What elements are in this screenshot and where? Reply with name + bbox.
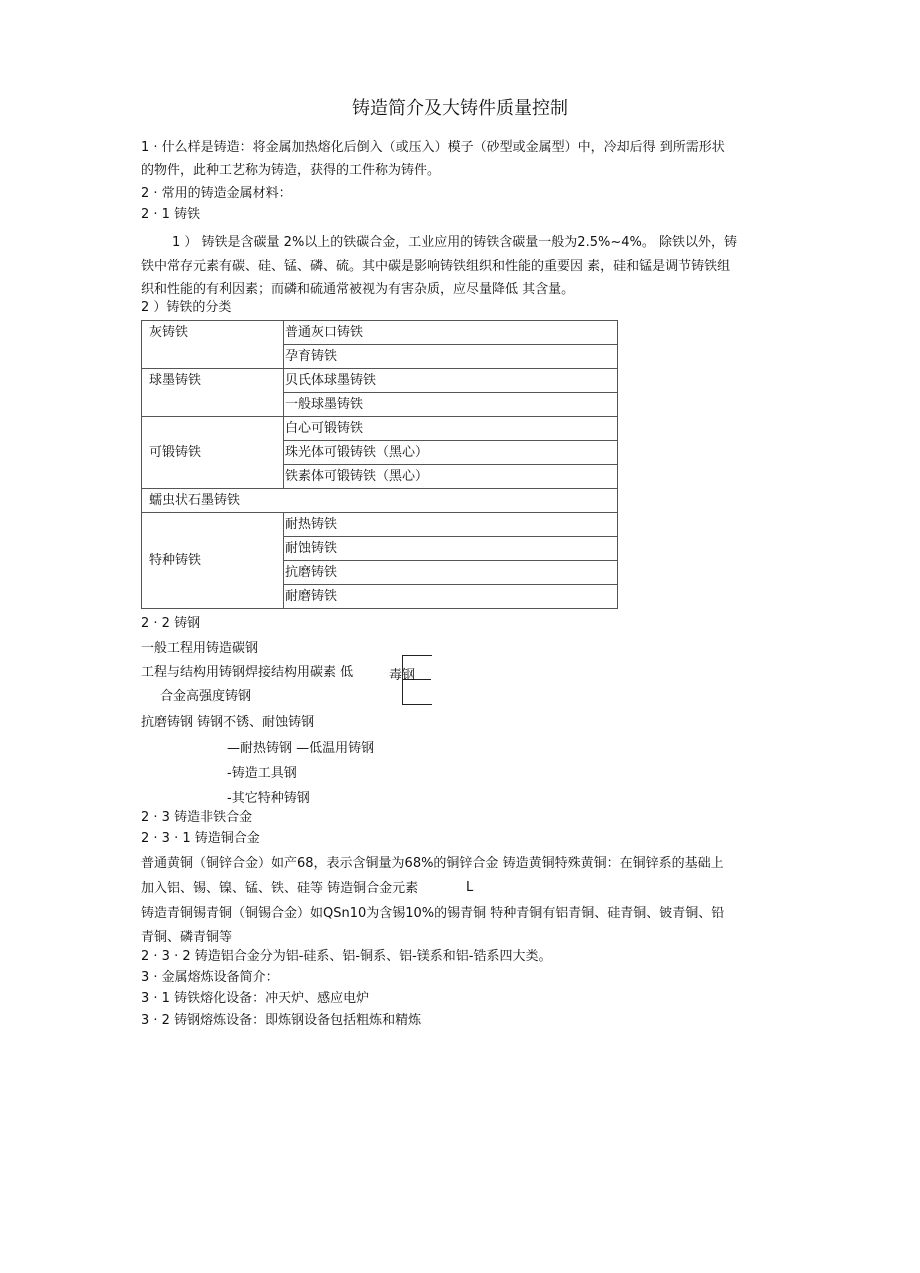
cast-steel-line-7: -其它特种铸钢: [227, 791, 310, 806]
iron-classification-table: [141, 320, 618, 609]
copper-alloy-line-2: 加入铝、锡、镍、锰、铁、硅等 铸造铜合金元素: [141, 881, 419, 896]
cast-steel-line-5: —耐热铸钢 —低温用铸钢: [227, 741, 375, 756]
table-cell: 贝氏体球墨铸铁: [284, 369, 618, 393]
section-2-heading: 2 · 常用的铸造金属材料：: [141, 186, 292, 201]
copper-alloy-line-1: 普通黄铜（铜锌合金）如产68，表示含铜量为68%的铜锌合金 铸造黄铜特殊黄铜：在铜锌系的基础上: [141, 856, 724, 871]
document-title: 铸造简介及大铸件质量控制: [352, 98, 568, 119]
table-cell: 耐磨铸铁: [284, 585, 618, 609]
section-1-line-1: 1 · 什么样是铸造：将金属加热熔化后倒入（或压入）模子（砂型或金属型）中，冷却后得 到所需形状: [141, 140, 725, 155]
bracket-label: 毒钢: [389, 668, 416, 683]
section-1-line-2: 的物件，此种工艺称为铸造，获得的工件称为铸件。: [141, 163, 441, 178]
table-cell: 孕育铸铁: [284, 345, 618, 369]
section-2-2-heading: 2 · 2 铸钢: [141, 616, 201, 631]
table-cell: 珠光体可锻铸铁（黑心）: [284, 441, 618, 465]
table-cell-gray-iron: 灰铸铁: [142, 321, 284, 369]
section-2-1-heading: 2 · 1 铸铁: [141, 207, 201, 222]
table-row: [142, 417, 618, 441]
table-cell-vermicular-iron: 蠕虫状石墨铸铁: [142, 489, 618, 513]
table-cell: 耐热铸铁: [284, 513, 618, 537]
cast-steel-line-2: 工程与结构用铸钢焊接结构用碳素 低: [141, 665, 354, 680]
cast-steel-line-1: 一般工程用铸造碳钢: [141, 641, 259, 656]
cast-steel-line-6: -铸造工具钢: [227, 766, 297, 781]
table-row: [142, 369, 618, 393]
iron-classification-heading: 2 ）铸铁的分类: [141, 300, 232, 315]
table-cell-nodular-iron: 球墨铸铁: [142, 369, 284, 417]
table-row: [142, 513, 618, 537]
copper-alloy-line-4: 青铜、磷青铜等: [141, 930, 233, 945]
cast-iron-paragraph-line-2: 铁中常存元素有碳、硅、锰、磷、硫。其中碳是影响铸铁组织和性能的重要因 素，硅和锰是调节铸铁组: [141, 259, 731, 274]
table-cell: 一般球墨铸铁: [284, 393, 618, 417]
table-cell: 白心可锻铸铁: [284, 417, 618, 441]
section-2-3-2-line: 2 · 3 · 2 铸造铝合金分为铝-硅系、铝-铜系、铝-镁系和铝-锆系四大类。: [141, 949, 552, 964]
table-cell-special-iron: 特种铸铁: [142, 513, 284, 609]
section-3-heading: 3 · 金属熔炼设备简介：: [141, 970, 279, 985]
table-cell: 铁素体可锻铸铁（黑心）: [284, 465, 618, 489]
table-row: [142, 489, 618, 513]
table-cell: 普通灰口铸铁: [284, 321, 618, 345]
table-row: [142, 321, 618, 345]
cast-steel-line-4: 抗磨铸钢 铸钢不锈、耐蚀铸钢: [141, 715, 315, 730]
section-3-1-line: 3 · 1 铸铁熔化设备：冲天炉、感应电炉: [141, 991, 370, 1006]
section-2-3-heading: 2 · 3 铸造非铁合金: [141, 810, 253, 825]
cast-steel-line-3: 合金高强度铸钢: [160, 689, 252, 704]
table-cell: 抗磨铸铁: [284, 561, 618, 585]
section-2-3-1-heading: 2 · 3 · 1 铸造铜合金: [141, 831, 260, 846]
cast-iron-paragraph-line-1: 1 ） 铸铁是含碳量 2%以上的铁碳合金，工业应用的铸铁含碳量一般为2.5%~4%。 除铁以外，铸: [172, 235, 737, 250]
copper-alloy-line-3: 铸造青铜锡青铜（铜锡合金）如QSn10为含锡10%的锡青铜 特种青铜有铝青铜、硅青铜、铍青铜、铅: [141, 906, 725, 921]
table-cell-malleable-iron: 可锻铸铁: [142, 417, 284, 489]
section-3-2-line: 3 · 2 铸钢熔炼设备：即炼钢设备包括粗炼和精炼: [141, 1013, 422, 1028]
copper-alloy-mark: L: [466, 880, 474, 895]
cast-iron-paragraph-line-3: 织和性能的有利因素；而磷和硫通常被视为有害杂质，应尽量降低 其含量。: [141, 282, 575, 297]
table-cell: 耐蚀铸铁: [284, 537, 618, 561]
